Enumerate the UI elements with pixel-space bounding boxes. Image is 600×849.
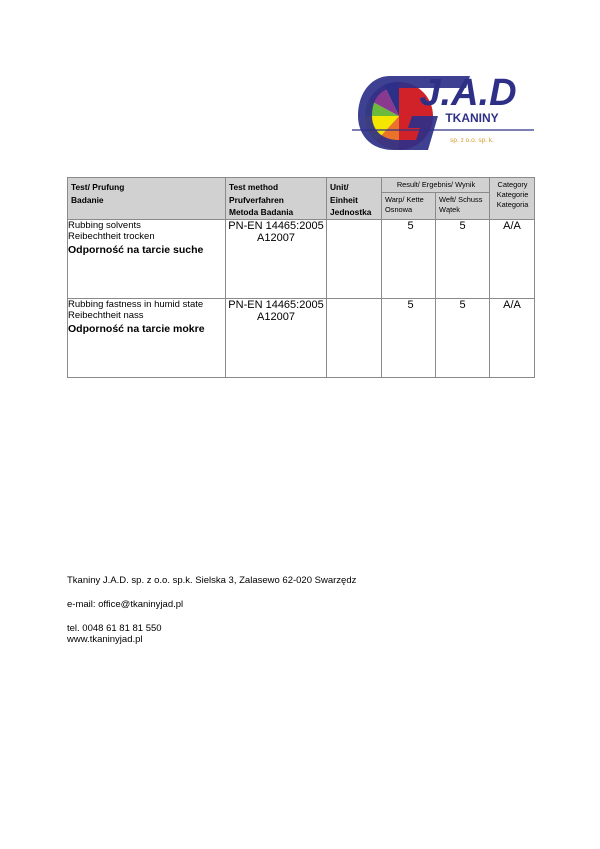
category-value: A/A: [490, 219, 535, 298]
test-name-en: Rubbing fastness in humid state: [68, 298, 204, 310]
method-cell: [226, 298, 327, 377]
company-logo: [350, 68, 540, 150]
test-cell: [68, 298, 226, 377]
logo-subtitle: TKANINY: [445, 111, 499, 125]
header-result: [382, 178, 490, 193]
header-warp: [382, 193, 436, 220]
footer-website[interactable]: www.tkaninyjad.pl: [67, 634, 143, 645]
header-row: [68, 178, 535, 193]
footer-address: Tkaniny J.A.D. sp. z o.o. sp.k. Sielska 3, Zalasewo 62-020 Swarzędz: [67, 575, 357, 586]
header-category-de: Kategorie: [496, 190, 529, 199]
header-weft-en: Weft/ Schuss: [439, 195, 483, 204]
header-category-pl: Kategoria: [496, 200, 529, 209]
test-cell: [68, 219, 226, 298]
test-name-pl: Odporność na tarcie mokre: [68, 322, 205, 335]
test-name-de: Reibechtheit trocken: [68, 231, 155, 242]
method-amendment: A12007: [257, 232, 295, 244]
footer-phone: tel. 0048 61 81 81 550: [67, 623, 162, 634]
category-value: A/A: [490, 298, 535, 377]
warp-value: 5: [382, 219, 436, 298]
weft-value: 5: [436, 298, 490, 377]
header-unit-pl: Jednostka: [330, 207, 372, 217]
header-method-en: Test method: [229, 182, 279, 192]
header-result-label: Result/ Ergebnis/ Wynik: [396, 180, 476, 189]
footer-email[interactable]: e-mail: office@tkaninyjad.pl: [67, 599, 184, 610]
header-warp-pl: Osnowa: [385, 205, 413, 214]
header-weft: [436, 193, 490, 220]
header-test-en: Test/ Prufung: [71, 182, 125, 192]
logo-tagline: sp. z o.o. sp. k.: [450, 137, 494, 144]
logo-name: J.A.D: [419, 72, 517, 114]
method-amendment: A12007: [257, 311, 295, 323]
test-name-en: Rubbing solvents: [68, 219, 141, 231]
results-table: [67, 177, 535, 378]
header-method-de: Prufverfahren: [229, 194, 284, 205]
header-method-pl: Metoda Badania: [229, 207, 294, 217]
table-row: [68, 219, 535, 298]
warp-value: 5: [382, 298, 436, 377]
method-cell: [226, 219, 327, 298]
unit-cell: [327, 298, 382, 377]
weft-value: 5: [436, 219, 490, 298]
header-unit-en: Unit/: [330, 182, 349, 192]
header-category-en: Category: [497, 180, 528, 189]
header-test: [68, 178, 226, 220]
test-name-de: Reibechtheit nass: [68, 310, 144, 321]
header-unit-de: Einheit: [330, 194, 358, 205]
logo-graphic: [350, 68, 540, 150]
header-test-pl: Badanie: [71, 194, 104, 205]
test-name-pl: Odporność na tarcie suche: [68, 243, 204, 256]
method-standard: PN-EN 14465:2005: [228, 219, 324, 232]
header-unit: [327, 178, 382, 220]
header-warp-en: Warp/ Kette: [385, 195, 424, 204]
method-standard: PN-EN 14465:2005: [228, 298, 324, 311]
unit-cell: [327, 219, 382, 298]
header-method: [226, 178, 327, 220]
header-category: [490, 178, 535, 220]
table-row: [68, 298, 535, 377]
header-weft-pl: Wątek: [439, 205, 460, 214]
